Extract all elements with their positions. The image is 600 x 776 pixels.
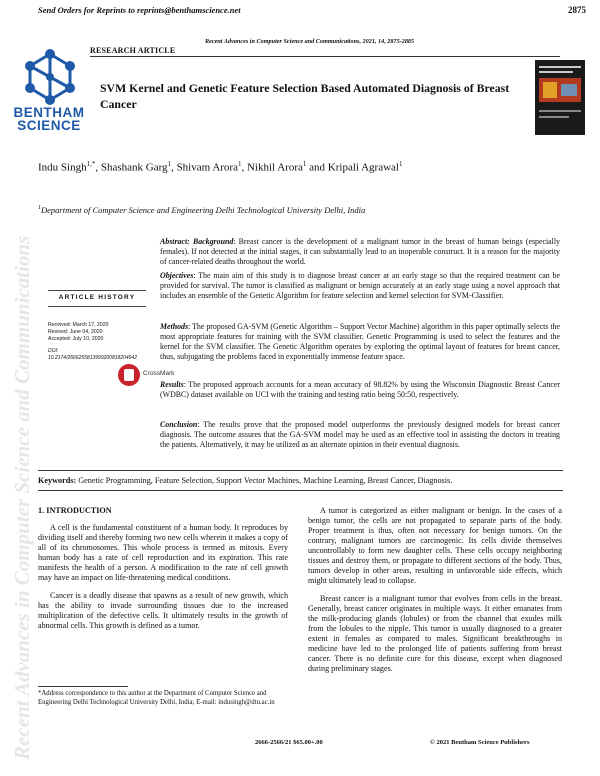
body-paragraph: Cancer is a deadly disease that spawns as a result of new growth, which has the ability to invade surrounding tissues due to the increased multiplication of the defective cells. It ultimately results in the growth of abnormal cells. This growth is defined as a tumor. <box>38 591 288 630</box>
keywords-text: Genetic Programming, Feature Selection, Support Vector Machines, Machine Learning, Breast Cancer, Diagnosis. <box>76 476 453 485</box>
header-divider <box>90 56 560 57</box>
affiliation-text: Department of Computer Science and Engineering Delhi Technological University Delhi, India <box>41 205 366 215</box>
left-column <box>38 523 288 639</box>
abstract-objectives-text: : The main aim of this study is to diagnose breast cancer at an early stage so that the required treatment can be provided for survival. The tumor is classified as malignant or benign accurately at an early stage using a novel approach that includes an ensemble of the Genetic Algorithm for feature selection and kernel selection for SVM-Classifier. <box>160 271 560 300</box>
abstract-results <box>160 380 560 400</box>
abstract-methods-text: : The proposed GA-SVM (Genetic Algorithm – Support Vector Machine) algorithm in this paper optimally selects the most appropriate features for training with the SVM classifier. Genetic Programming is used to select the features and the kernel for the SVM classifier. The Genetic Algorithm operates by exploring the optimal layout of features for breast cancer, thus, subjugating the problems faced in exponentially immense feature space. <box>160 322 560 361</box>
author-separator: , <box>95 161 101 174</box>
author-separator: and <box>306 161 328 174</box>
affiliation-marker: 1 <box>38 205 41 212</box>
author-affiliation-marker: 1,* <box>86 160 96 168</box>
abstract-conclusion <box>160 420 560 450</box>
author-name: Shivam Arora <box>176 161 238 174</box>
author-name: Kripali Agrawal <box>327 161 399 174</box>
abstract-methods <box>160 322 560 362</box>
received-date: Received: March 17, 2020 <box>48 322 109 328</box>
page-number: 2875 <box>568 5 586 15</box>
correspondence-footnote: *Address correspondence to this author at the Department of Computer Science and Engineering Delhi Technological University Delhi, India; E-mail: indusingh@dtu.ac.in <box>38 690 275 706</box>
abstract-background <box>160 237 560 267</box>
crossmark-icon <box>118 364 140 386</box>
abstract-methods-label: Methods <box>160 322 189 331</box>
section-heading-introduction: 1. INTRODUCTION <box>38 506 112 515</box>
accepted-date: Accepted: July 10, 2020 <box>48 336 104 342</box>
watermark-text: Recent Advances in Computer Science and Communications <box>10 235 34 760</box>
author-name: Nikhil Arora <box>246 161 303 174</box>
abstract-objectives <box>160 271 560 301</box>
doi-link[interactable]: 10.2174/2666255813999200818204642 <box>48 355 137 361</box>
molecule-logo-icon <box>18 48 82 106</box>
body-paragraph: Breast cancer is a malignant tumor that evolves from cells in the breast. Generally, breast cancer originates in multiple ways. It either emanates from the milk-producing glands (lobules) or from the channel that exudes milk from the lobules to the nipple. This tumor is usually diagnosed to a greater extent in females as compared to males. Significant breakthroughs in medicine have led to the prolonged life of patients suffering from breast cancer. There is no definite cure for this disease, except when diagnosed during preliminary stages. <box>308 594 562 673</box>
author-list <box>38 160 402 174</box>
journal-cover-thumbnail <box>535 60 585 135</box>
crossmark-label: CrossMark <box>143 370 175 377</box>
publisher-logo-line2: SCIENCE <box>17 118 81 133</box>
doi-block <box>48 348 137 362</box>
article-history-dates <box>48 322 109 343</box>
body-paragraph: A tumor is categorized as either malignant or benign. In the cases of a benign tumor, the cells are not propagated to separate parts of the body. Proper treatment is thus, often not necessary for benign tumors. On the contrary, malignant tumors are carcinogenic. Its cells divide themselves uncontrollably to form new daughter cells. These cells occupy neighboring tissues and destroy them, or propagate to different sections of the body. Thus, tumors develop in other areas, resulting in unfavorable side effects, which might ultimately lead to collapse. <box>308 506 562 585</box>
author-affiliation-marker: 1 <box>398 160 403 168</box>
doi-label: DOI: <box>48 348 59 354</box>
revised-date: Revised: June 04, 2020 <box>48 329 103 335</box>
issn-price: 2666-2566/21 $65.00+.00 <box>255 739 323 746</box>
affiliation <box>38 205 365 215</box>
history-bottom-rule <box>48 306 146 307</box>
author-affiliation-marker: 1 <box>167 160 172 168</box>
side-watermark <box>0 200 34 760</box>
abstract-results-text: : The proposed approach accounts for a mean accuracy of 98.82% by using the Wisconsin Diagnostic Breast Cancer (WDBC) dataset available on UCI with the training and testing ratio being 50:50, respectively. <box>160 380 560 399</box>
journal-citation: Recent Advances in Computer Science and Communications, 2021, 14, 2875-2885 <box>205 38 415 45</box>
publisher-logo <box>6 106 92 132</box>
abstract-conclusion-label: Conclusion <box>160 420 198 429</box>
keywords-bottom-rule <box>38 490 563 491</box>
abstract-results-label: Results <box>160 380 184 389</box>
article-history-title: ARTICLE HISTORY <box>58 294 136 301</box>
right-column <box>308 506 562 682</box>
abstract-background-label: Abstract: Background <box>160 237 234 246</box>
publisher-logo-line1: BENTHAM <box>13 105 85 120</box>
paper-title: SVM Kernel and Genetic Feature Selection Based Automated Diagnosis of Breast Cancer <box>100 81 510 111</box>
author-affiliation-marker: 1 <box>237 160 242 168</box>
reprints-notice: Send Orders for Reprints to reprints@benthamscience.net <box>38 5 241 15</box>
author-separator: , <box>171 161 177 174</box>
author-separator: , <box>241 161 247 174</box>
abstract-objectives-label: Objectives <box>160 271 194 280</box>
author-name: Indu Singh <box>38 161 87 174</box>
keywords-label: Keywords: <box>38 476 77 485</box>
history-top-rule <box>48 290 146 291</box>
copyright: © 2021 Bentham Science Publishers <box>430 739 530 746</box>
keywords <box>38 476 563 485</box>
author-name: Shashank Garg <box>100 161 168 174</box>
keywords-top-rule <box>38 470 563 471</box>
footnote-rule <box>38 686 128 687</box>
abstract-background-text: : Breast cancer is the development of a malignant tumor in the breast of human beings (especially females). If not detected at the initial stages, it can substantially lead to an inoperable construct. It is a reason for the majority of cancer-related deaths throughout the world. <box>160 237 561 266</box>
body-paragraph: A cell is the fundamental constituent of a human body. It reproduces by dividing itself and thereby forming two new cells wherein it makes a copy of all of its chromosomes. This whole process is termed as mitosis. Every human body has a rate of cell reproduction and its expiration. This rate manifests the health of a person. A modification to the rate of cell growth may have an impact on life-threatening medical conditions. <box>38 523 288 582</box>
article-type: RESEARCH ARTICLE <box>90 46 176 55</box>
abstract-conclusion-text: : The results prove that the proposed model outperforms the previously designed models for breast cancer diagnosis. The outcome assures that the GA-SVM model may be used as an effective tool in assisting the doctors in treating the patients. Alternatively, it may be utilized as an alternate opinion in their eventual diagnosis. <box>160 420 560 449</box>
author-affiliation-marker: 1 <box>302 160 307 168</box>
